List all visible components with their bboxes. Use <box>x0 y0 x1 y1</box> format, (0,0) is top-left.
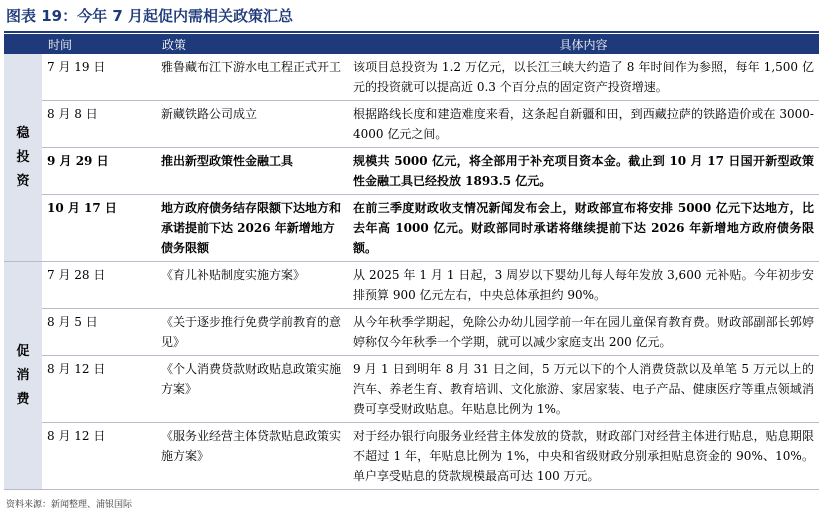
table-header-row <box>4 34 819 54</box>
header-time: 时间 <box>42 34 156 54</box>
row-content: 从今年秋季学期起，免除公办幼儿园学前一年在园儿童保育教育费。财政部副部长郭婷婷称仅今年秋季一个学期，就可以减少家庭支出 200 亿元。 <box>348 309 819 356</box>
category-label: 稳投资 <box>16 125 30 189</box>
table-row <box>4 309 819 356</box>
category-label: 促消费 <box>16 343 30 407</box>
table-row <box>4 423 819 490</box>
row-time: 7 月 19 日 <box>42 54 156 101</box>
table-row <box>4 356 819 423</box>
row-content: 从 2025 年 1 月 1 日起，3 周岁以下婴幼儿每人每年发放 3,600 元补贴。今年初步安排预算 900 亿元左右，中央总体承担约 90%。 <box>348 262 819 309</box>
row-content: 该项目总投资为 1.2 万亿元，以长江三峡大约造了 8 年时间作为参照，每年 1,500 亿元的投资就可以提高近 0.3 个百分点的固定资产投资增速。 <box>348 54 819 101</box>
table-row <box>4 195 819 262</box>
row-policy: 《关于逐步推行免费学前教育的意见》 <box>156 309 348 356</box>
row-policy: 《育儿补贴制度实施方案》 <box>156 262 348 309</box>
category-cell-consumption <box>4 262 42 490</box>
row-policy: 雅鲁藏布江下游水电工程正式开工 <box>156 54 348 101</box>
category-cell-investment <box>4 54 42 262</box>
source-note: 资料来源：新闻整理、浦银国际 <box>6 500 133 510</box>
row-policy: 地方政府债务结存限额下达地方和承诺提前下达 2026 年新增地方债务限额 <box>156 195 348 262</box>
table-row <box>4 101 819 148</box>
title-rule <box>4 31 819 33</box>
row-time: 9 月 29 日 <box>42 148 156 195</box>
header-category <box>4 34 42 54</box>
row-policy: 《个人消费贷款财政贴息政策实施方案》 <box>156 356 348 423</box>
row-time: 8 月 5 日 <box>42 309 156 356</box>
row-policy: 新藏铁路公司成立 <box>156 101 348 148</box>
row-time: 7 月 28 日 <box>42 262 156 309</box>
row-time: 8 月 8 日 <box>42 101 156 148</box>
row-content: 在前三季度财政收支情况新闻发布会上，财政部宣布将安排 5000 亿元下达地方，比去年高 1000 亿元。财政部同时承诺将继续提前下达 2026 年新增地方政府债务限额。 <box>348 195 819 262</box>
table-row <box>4 148 819 195</box>
chart-title: 图表 19：今年 7 月起促内需相关政策汇总 <box>6 7 293 25</box>
row-policy: 《服务业经营主体贷款贴息政策实施方案》 <box>156 423 348 490</box>
row-content: 9 月 1 日到明年 8 月 31 日之间，5 万元以下的个人消费贷款以及单笔 5 万元以上的汽车、养老生育、教育培训、文化旅游、家居家装、电子产品、健康医疗等重点领域消费可享受财政贴息。年贴息比例为 1%。 <box>348 356 819 423</box>
policy-table <box>4 34 819 490</box>
row-time: 8 月 12 日 <box>42 356 156 423</box>
row-content: 规模共 5000 亿元，将全部用于补充项目资本金。截止到 10 月 17 日国开新型政策性金融工具已经投放 1893.5 亿元。 <box>348 148 819 195</box>
header-policy: 政策 <box>156 34 348 54</box>
row-policy: 推出新型政策性金融工具 <box>156 148 348 195</box>
row-content: 对于经办银行向服务业经营主体发放的贷款，财政部门对经营主体进行贴息，贴息期限不超过 1 年，年贴息比例为 1%，中央和省级财政分别承担贴息资金的 90%、10%。单户享受贴息的贷款规模最高可达 100 万元。 <box>348 423 819 490</box>
row-content: 根据路线长度和建造难度来看，这条起自新疆和田，到西藏拉萨的铁路造价或在 3000-4000 亿元之间。 <box>348 101 819 148</box>
table-row <box>4 262 819 309</box>
table-row <box>4 54 819 101</box>
header-content: 具体内容 <box>348 34 819 54</box>
row-time: 8 月 12 日 <box>42 423 156 490</box>
row-time: 10 月 17 日 <box>42 195 156 262</box>
